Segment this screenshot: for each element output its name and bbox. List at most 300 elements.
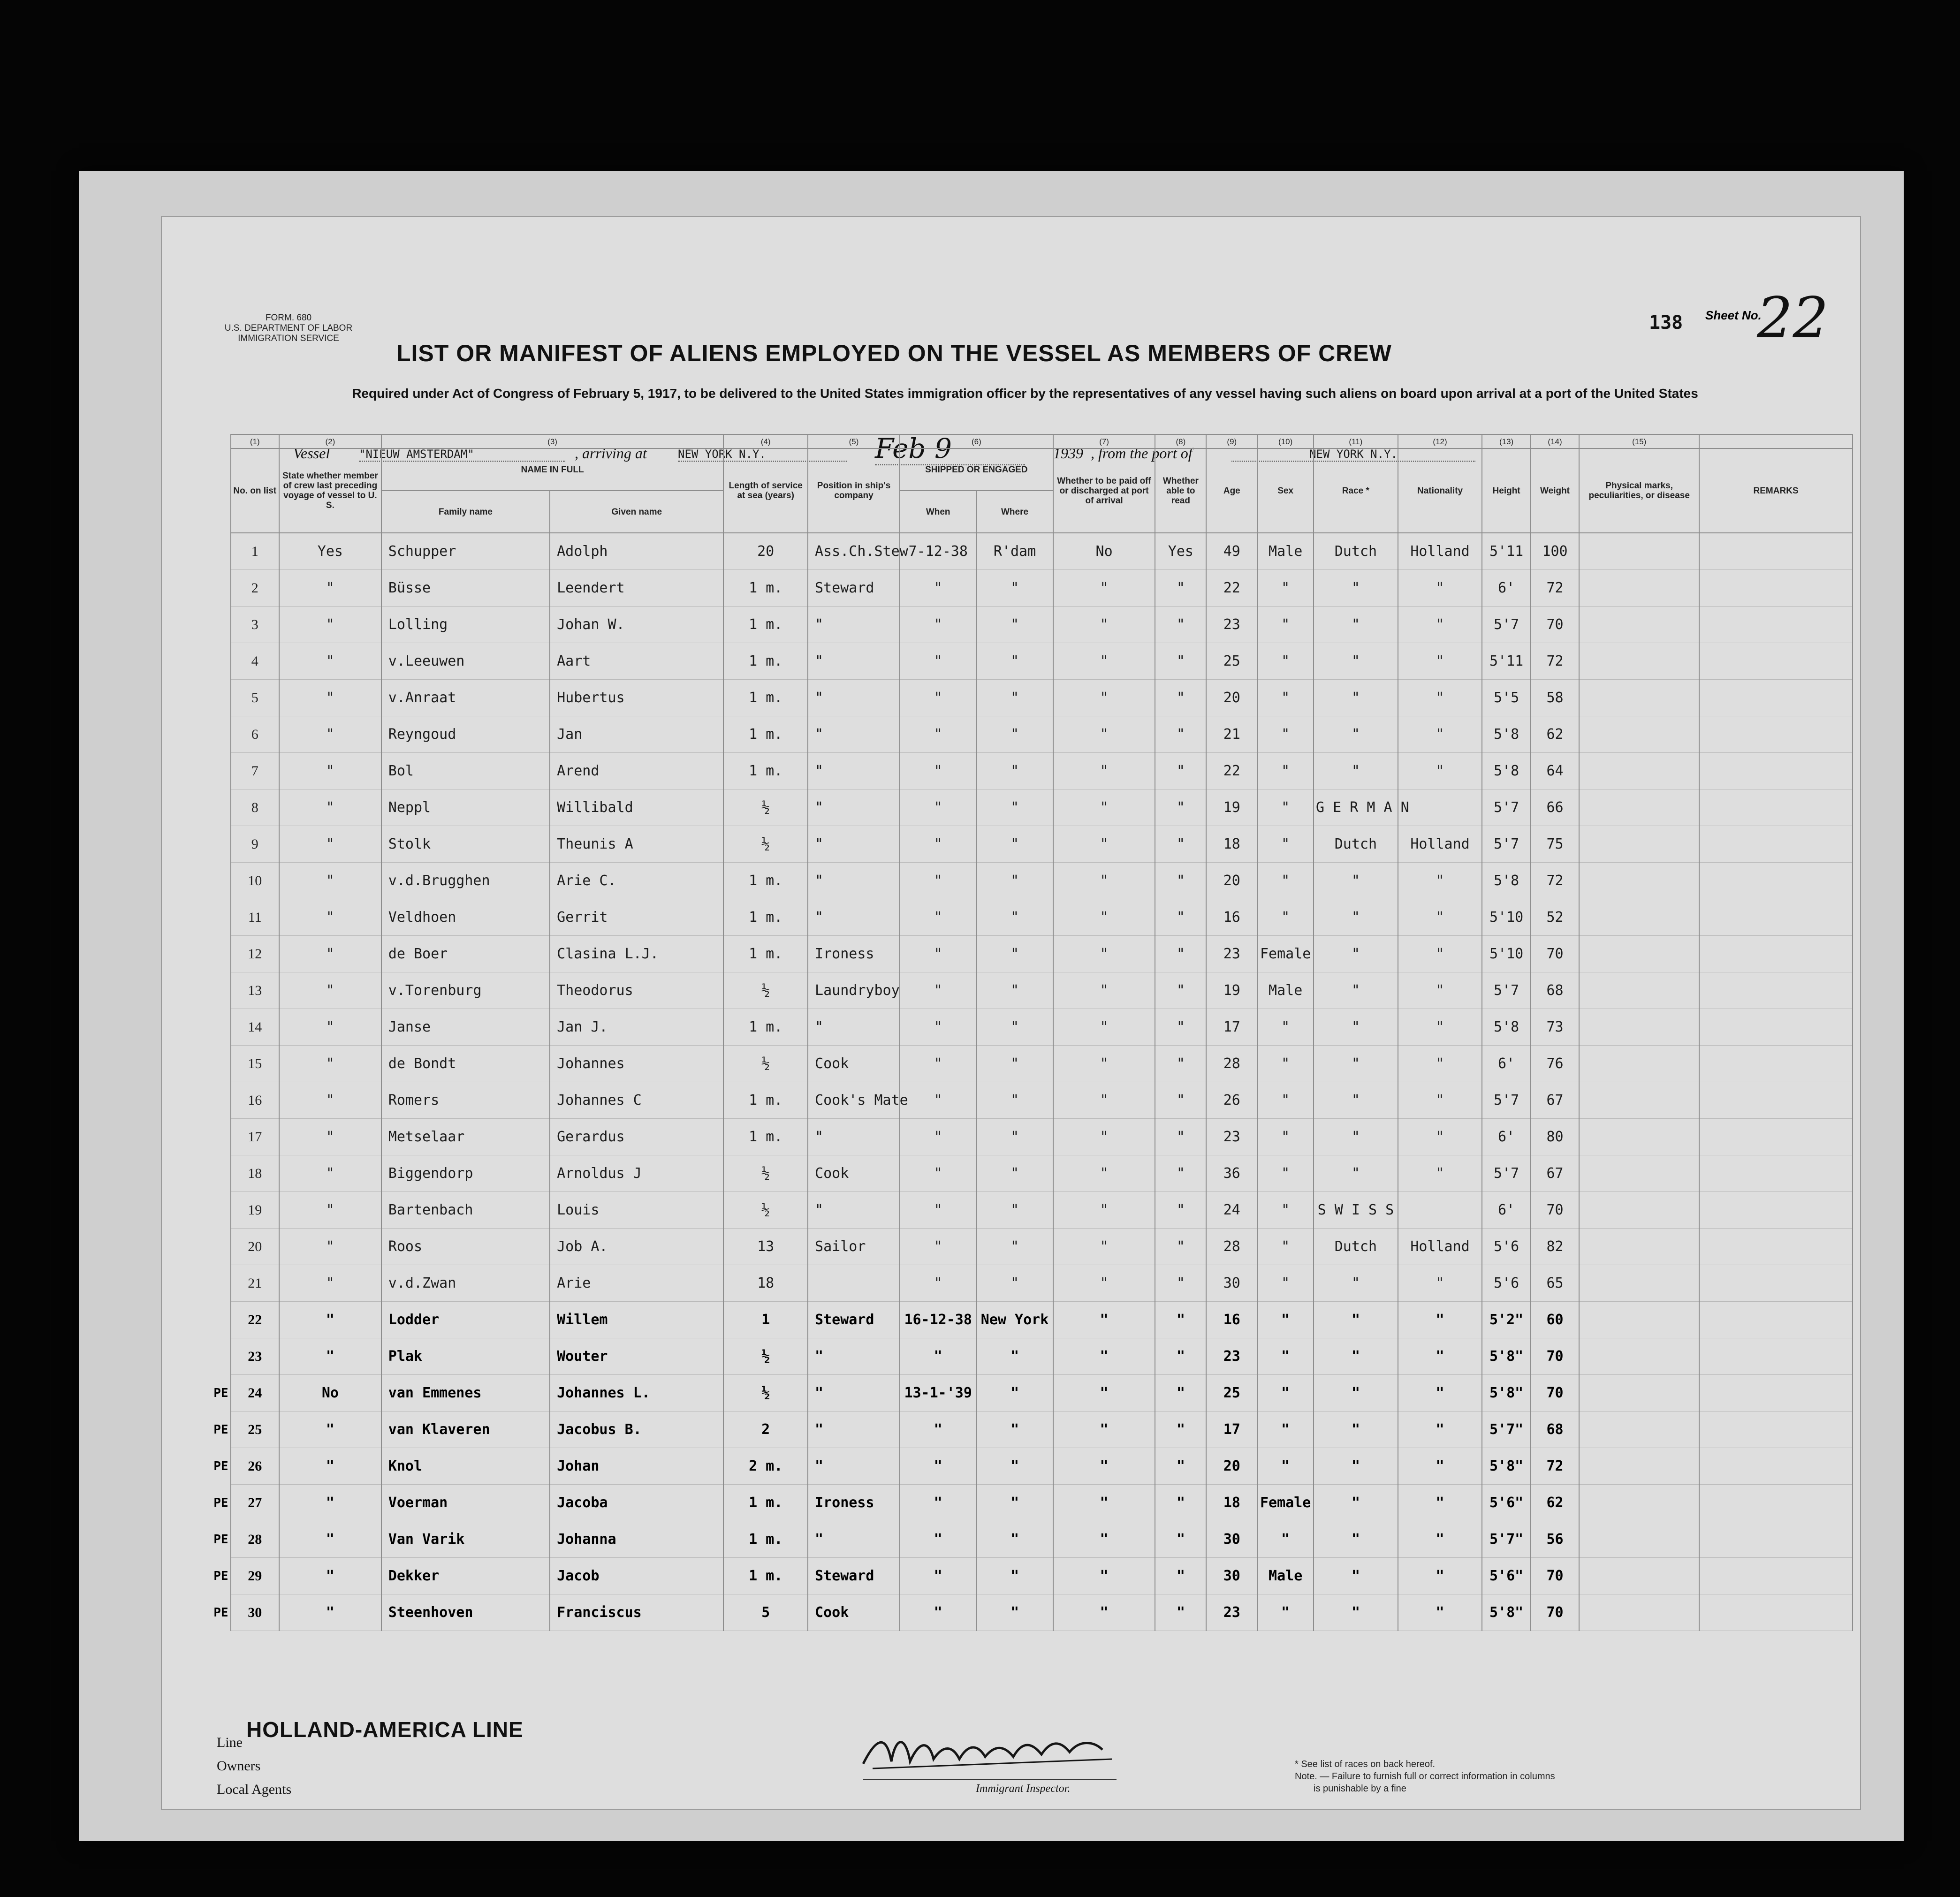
cell-sex: " [1257,1155,1314,1192]
cell-mark: PE [213,1386,228,1400]
column-number: (13) [1482,434,1530,448]
sheet-label: Sheet No. [1705,308,1762,322]
cell-nationality [1398,1192,1482,1229]
cell-sex: Female [1257,936,1314,972]
cell-family: de Bondt [381,1046,550,1082]
cell-where: New York [976,1302,1053,1338]
cell-member: " [279,1155,381,1192]
cell-mark [164,1119,231,1155]
page-subtitle: Required under Act of Congress of February 5, 1917, to be delivered to the United States immigration officer by the representatives of any vessel having such aliens on board upon arrival at a port of the United States [352,386,1698,401]
cell-family: Reyngoud [381,716,550,753]
cell-age: 18 [1206,1485,1257,1521]
column-number: (7) [1053,434,1155,448]
cell-height: 5'6 [1482,1265,1530,1302]
cell-when: " [900,607,976,643]
cell-remarks [1699,643,1853,680]
cell-race: " [1314,972,1398,1009]
line-stamp: HOLLAND-AMERICA LINE [246,1717,524,1742]
table-row [164,1229,1853,1265]
cell-member: " [279,1558,381,1594]
cell-no: 16 [231,1082,279,1119]
cell-mark [164,1046,231,1082]
cell-member: " [279,1485,381,1521]
col-header-remarks: REMARKS [1699,448,1853,533]
cell-family: van Emmenes [381,1375,550,1411]
cell-family: de Boer [381,936,550,972]
cell-physical [1579,1448,1699,1485]
cell-family: Roos [381,1229,550,1265]
cell-remarks [1699,972,1853,1009]
cell-when: " [900,716,976,753]
cell-remarks [1699,570,1853,607]
cell-age: 22 [1206,753,1257,789]
cell-read: " [1155,1302,1206,1338]
cell-weight: 56 [1531,1521,1579,1558]
cell-member: " [279,1009,381,1046]
col-header-height: Height [1482,448,1530,533]
arriving-label: , arriving at [575,445,647,462]
inspector-line [863,1779,1117,1780]
cell-read: " [1155,789,1206,826]
cell-remarks [1699,1009,1853,1046]
cell-physical [1579,1119,1699,1155]
cell-race: " [1314,1448,1398,1485]
cell-paid: " [1053,1448,1155,1485]
cell-when: " [900,1192,976,1229]
form-department: U.S. DEPARTMENT OF LABOR [224,323,353,333]
cell-position: Steward [808,1302,900,1338]
cell-no: 12 [231,936,279,972]
cell-height: 5'7" [1482,1521,1530,1558]
cell-position: " [808,607,900,643]
cell-given: Adolph [550,533,723,570]
cell-given: Willibald [550,789,723,826]
vessel-label: Vessel [293,445,330,462]
cell-nationality: " [1398,972,1482,1009]
cell-weight: 70 [1531,1558,1579,1594]
arriving-port: NEW YORK N.Y. [678,448,847,462]
cell-weight: 68 [1531,1411,1579,1448]
col-header-age: Age [1206,448,1257,533]
table-row [164,1411,1853,1448]
cell-no: 25 [231,1411,279,1448]
cell-nationality: " [1398,1155,1482,1192]
cell-where: " [976,863,1053,899]
cell-read: " [1155,1229,1206,1265]
cell-weight: 67 [1531,1155,1579,1192]
cell-read: " [1155,1265,1206,1302]
cell-position: Laundryboy [808,972,900,1009]
cell-sex: " [1257,1375,1314,1411]
cell-nationality: " [1398,1485,1482,1521]
cell-no: 15 [231,1046,279,1082]
cell-no: 6 [231,716,279,753]
cell-nationality: " [1398,680,1482,716]
cell-where: " [976,753,1053,789]
col-header-shipped: SHIPPED OR ENGAGED [900,448,1053,491]
cell-remarks [1699,1375,1853,1411]
cell-length: 13 [723,1229,808,1265]
col-header-paid-off: Whether to be paid off or discharged at port of arrival [1053,448,1155,533]
cell-read: " [1155,1046,1206,1082]
cell-mark [164,899,231,936]
cell-mark: PE [213,1532,228,1547]
cell-height: 5'6 [1482,1229,1530,1265]
cell-position: Ironess [808,1485,900,1521]
cell-length: 1 m. [723,1485,808,1521]
cell-paid: " [1053,1229,1155,1265]
cell-physical [1579,1521,1699,1558]
cell-no: 19 [231,1192,279,1229]
cell-race: S W I S S [1314,1192,1398,1229]
cell-height: 5'11 [1482,643,1530,680]
cell-race: " [1314,607,1398,643]
cell-family: Dekker [381,1558,550,1594]
cell-read: " [1155,1009,1206,1046]
cell-given: Aart [550,643,723,680]
column-header-row [164,448,1853,491]
cell-height: 5'8 [1482,716,1530,753]
cell-paid: " [1053,1265,1155,1302]
cell-read: " [1155,1192,1206,1229]
table-row [164,1485,1853,1521]
inspector-label: Immigrant Inspector. [976,1783,1071,1795]
cell-read: Yes [1155,533,1206,570]
cell-given: Johanna [550,1521,723,1558]
cell-no: 7 [231,753,279,789]
cell-age: 20 [1206,680,1257,716]
cell-remarks [1699,1229,1853,1265]
cell-paid: " [1053,753,1155,789]
cell-sex: Female [1257,1485,1314,1521]
cell-member: " [279,1229,381,1265]
cell-height: 5'7 [1482,1082,1530,1119]
cell-family: Biggendorp [381,1155,550,1192]
cell-remarks [1699,1521,1853,1558]
cell-mark [164,1302,231,1338]
cell-family: v.d.Brugghen [381,863,550,899]
cell-sex: " [1257,1448,1314,1485]
table-row [164,1594,1853,1631]
cell-member: " [279,1265,381,1302]
cell-member: " [279,972,381,1009]
cell-weight: 72 [1531,863,1579,899]
cell-no: 26 [231,1448,279,1485]
cell-given: Jacoba [550,1485,723,1521]
cell-member: " [279,863,381,899]
cell-where: " [976,826,1053,863]
cell-length: 1 m. [723,716,808,753]
cell-family: Van Varik [381,1521,550,1558]
cell-physical [1579,1302,1699,1338]
cell-where: " [976,1411,1053,1448]
cell-position: " [808,789,900,826]
cell-race: " [1314,1046,1398,1082]
cell-paid: " [1053,1594,1155,1631]
cell-length: 1 m. [723,570,808,607]
cell-remarks [1699,1046,1853,1082]
cell-when: " [900,1009,976,1046]
cell-sex: " [1257,1265,1314,1302]
cell-age: 24 [1206,1192,1257,1229]
cell-age: 26 [1206,1082,1257,1119]
column-number: (15) [1579,434,1699,448]
cell-nationality: " [1398,1302,1482,1338]
table-row [164,1448,1853,1485]
cell-read: " [1155,1521,1206,1558]
cell-race: " [1314,680,1398,716]
cell-physical [1579,716,1699,753]
cell-member: " [279,826,381,863]
column-number: (10) [1257,434,1314,448]
cell-race: " [1314,1302,1398,1338]
cell-family: Steenhoven [381,1594,550,1631]
cell-member: No [279,1375,381,1411]
column-number: (4) [723,434,808,448]
cell-length: ½ [723,1155,808,1192]
cell-given: Jan J. [550,1009,723,1046]
cell-where: " [976,1155,1053,1192]
cell-family: Neppl [381,789,550,826]
cell-family: v.Leeuwen [381,643,550,680]
cell-given: Jacobus B. [550,1411,723,1448]
cell-height: 5'8 [1482,863,1530,899]
cell-height: 5'8" [1482,1338,1530,1375]
cell-paid: " [1053,1485,1155,1521]
cell-sex: " [1257,863,1314,899]
cell-height: 5'10 [1482,899,1530,936]
cell-position: " [808,1338,900,1375]
cell-sex: " [1257,826,1314,863]
cell-remarks [1699,680,1853,716]
cell-when: " [900,936,976,972]
cell-member: " [279,753,381,789]
cell-paid: " [1053,1521,1155,1558]
cell-remarks [1699,826,1853,863]
cell-read: " [1155,1338,1206,1375]
cell-sex: " [1257,1119,1314,1155]
cell-position: " [808,1375,900,1411]
cell-weight: 52 [1531,899,1579,936]
table-row [164,936,1853,972]
cell-height: 5'7 [1482,972,1530,1009]
cell-age: 17 [1206,1411,1257,1448]
cell-mark [164,826,231,863]
cell-family: Metselaar [381,1119,550,1155]
cell-read: " [1155,1448,1206,1485]
table-row [164,863,1853,899]
cell-weight: 62 [1531,716,1579,753]
cell-member: " [279,1192,381,1229]
cell-paid: " [1053,1302,1155,1338]
margin-column [164,434,231,448]
cell-weight: 68 [1531,972,1579,1009]
cell-length: 18 [723,1265,808,1302]
cell-weight: 73 [1531,1009,1579,1046]
cell-mark [164,570,231,607]
cell-sex: Male [1257,533,1314,570]
col-header-nationality: Nationality [1398,448,1482,533]
cell-nationality: " [1398,1119,1482,1155]
cell-mark [164,863,231,899]
cell-when: " [900,899,976,936]
cell-where: " [976,570,1053,607]
cell-height: 5'7 [1482,607,1530,643]
table-row [164,643,1853,680]
cell-nationality: " [1398,1009,1482,1046]
cell-mark: PE [213,1605,228,1620]
cell-where: " [976,1046,1053,1082]
cell-member: " [279,1082,381,1119]
cell-when: 13-1-'39 [900,1375,976,1411]
cell-read: " [1155,680,1206,716]
cell-given: Theunis A [550,826,723,863]
form-identification [218,313,359,344]
cell-read: " [1155,1375,1206,1411]
cell-physical [1579,533,1699,570]
cell-family: Janse [381,1009,550,1046]
cell-position: Steward [808,1558,900,1594]
cell-nationality [1398,789,1482,826]
cell-sex: " [1257,680,1314,716]
cell-member: " [279,1119,381,1155]
cell-when: " [900,1046,976,1082]
cell-when: " [900,1155,976,1192]
cell-no: 11 [231,899,279,936]
cell-race: " [1314,1521,1398,1558]
cell-when: " [900,826,976,863]
cell-weight: 72 [1531,570,1579,607]
cell-weight: 72 [1531,1448,1579,1485]
cell-no: 4 [231,643,279,680]
cell-family: v.d.Zwan [381,1265,550,1302]
column-number: (11) [1314,434,1398,448]
cell-given: Jacob [550,1558,723,1594]
cell-when: " [900,1229,976,1265]
cell-mark [164,789,231,826]
cell-physical [1579,1375,1699,1411]
column-number: (14) [1531,434,1579,448]
cell-position: " [808,753,900,789]
cell-weight: 75 [1531,826,1579,863]
cell-physical [1579,643,1699,680]
cell-paid: " [1053,1009,1155,1046]
cell-height: 6' [1482,570,1530,607]
table-row [164,533,1853,570]
cell-age: 30 [1206,1265,1257,1302]
footnote [1295,1758,1717,1795]
cell-weight: 60 [1531,1302,1579,1338]
cell-weight: 72 [1531,643,1579,680]
cell-length: ½ [723,1338,808,1375]
table-row [164,1265,1853,1302]
cell-no: 22 [231,1302,279,1338]
cell-sex: " [1257,753,1314,789]
cell-race: " [1314,1485,1398,1521]
cell-family: van Klaveren [381,1411,550,1448]
cell-race: " [1314,1119,1398,1155]
cell-no: 24 [231,1375,279,1411]
cell-paid: " [1053,570,1155,607]
cell-when: " [900,863,976,899]
cell-nationality: " [1398,570,1482,607]
cell-no: 23 [231,1338,279,1375]
cell-age: 23 [1206,1338,1257,1375]
cell-position: " [808,716,900,753]
cell-nationality: " [1398,1265,1482,1302]
cell-no: 18 [231,1155,279,1192]
cell-weight: 80 [1531,1119,1579,1155]
form-service: IMMIGRATION SERVICE [238,334,339,343]
cell-where: " [976,1485,1053,1521]
cell-no: 10 [231,863,279,899]
cell-physical [1579,899,1699,936]
cell-when: " [900,1411,976,1448]
cell-where: " [976,1119,1053,1155]
cell-paid: " [1053,680,1155,716]
cell-length: 1 m. [723,899,808,936]
col-header-physical: Physical marks, peculiarities, or disease [1579,448,1699,533]
cell-age: 28 [1206,1229,1257,1265]
cell-remarks [1699,863,1853,899]
cell-where: " [976,716,1053,753]
cell-remarks [1699,1119,1853,1155]
cell-given: Johannes C [550,1082,723,1119]
cell-where: " [976,899,1053,936]
cell-mark [164,643,231,680]
cell-remarks [1699,1302,1853,1338]
cell-length: 1 m. [723,607,808,643]
cell-no: 20 [231,1229,279,1265]
cell-read: " [1155,643,1206,680]
cell-race: " [1314,1009,1398,1046]
cell-sex: " [1257,1009,1314,1046]
cell-no: 2 [231,570,279,607]
cell-where: " [976,789,1053,826]
cell-mark [164,1229,231,1265]
cell-age: 36 [1206,1155,1257,1192]
cell-given: Leendert [550,570,723,607]
cell-when: " [900,753,976,789]
cell-physical [1579,570,1699,607]
cell-when: " [900,972,976,1009]
cell-length: 2 [723,1411,808,1448]
cell-paid: " [1053,1338,1155,1375]
cell-nationality: " [1398,863,1482,899]
cell-paid: " [1053,899,1155,936]
cell-age: 23 [1206,1594,1257,1631]
cell-when: " [900,1265,976,1302]
cell-remarks [1699,789,1853,826]
cell-physical [1579,863,1699,899]
table-row [164,1119,1853,1155]
cell-where: " [976,1594,1053,1631]
cell-when: 16-12-38 [900,1302,976,1338]
col-header-when: When [900,491,976,533]
cell-sex: " [1257,1302,1314,1338]
cell-mark [164,716,231,753]
cell-age: 18 [1206,826,1257,863]
cell-where: " [976,1375,1053,1411]
cell-given: Arie [550,1265,723,1302]
cell-where: " [976,1192,1053,1229]
cell-race: " [1314,1375,1398,1411]
cell-where: " [976,643,1053,680]
cell-when: " [900,1485,976,1521]
cell-height: 5'7" [1482,1411,1530,1448]
cell-remarks [1699,1448,1853,1485]
cell-weight: 70 [1531,1375,1579,1411]
